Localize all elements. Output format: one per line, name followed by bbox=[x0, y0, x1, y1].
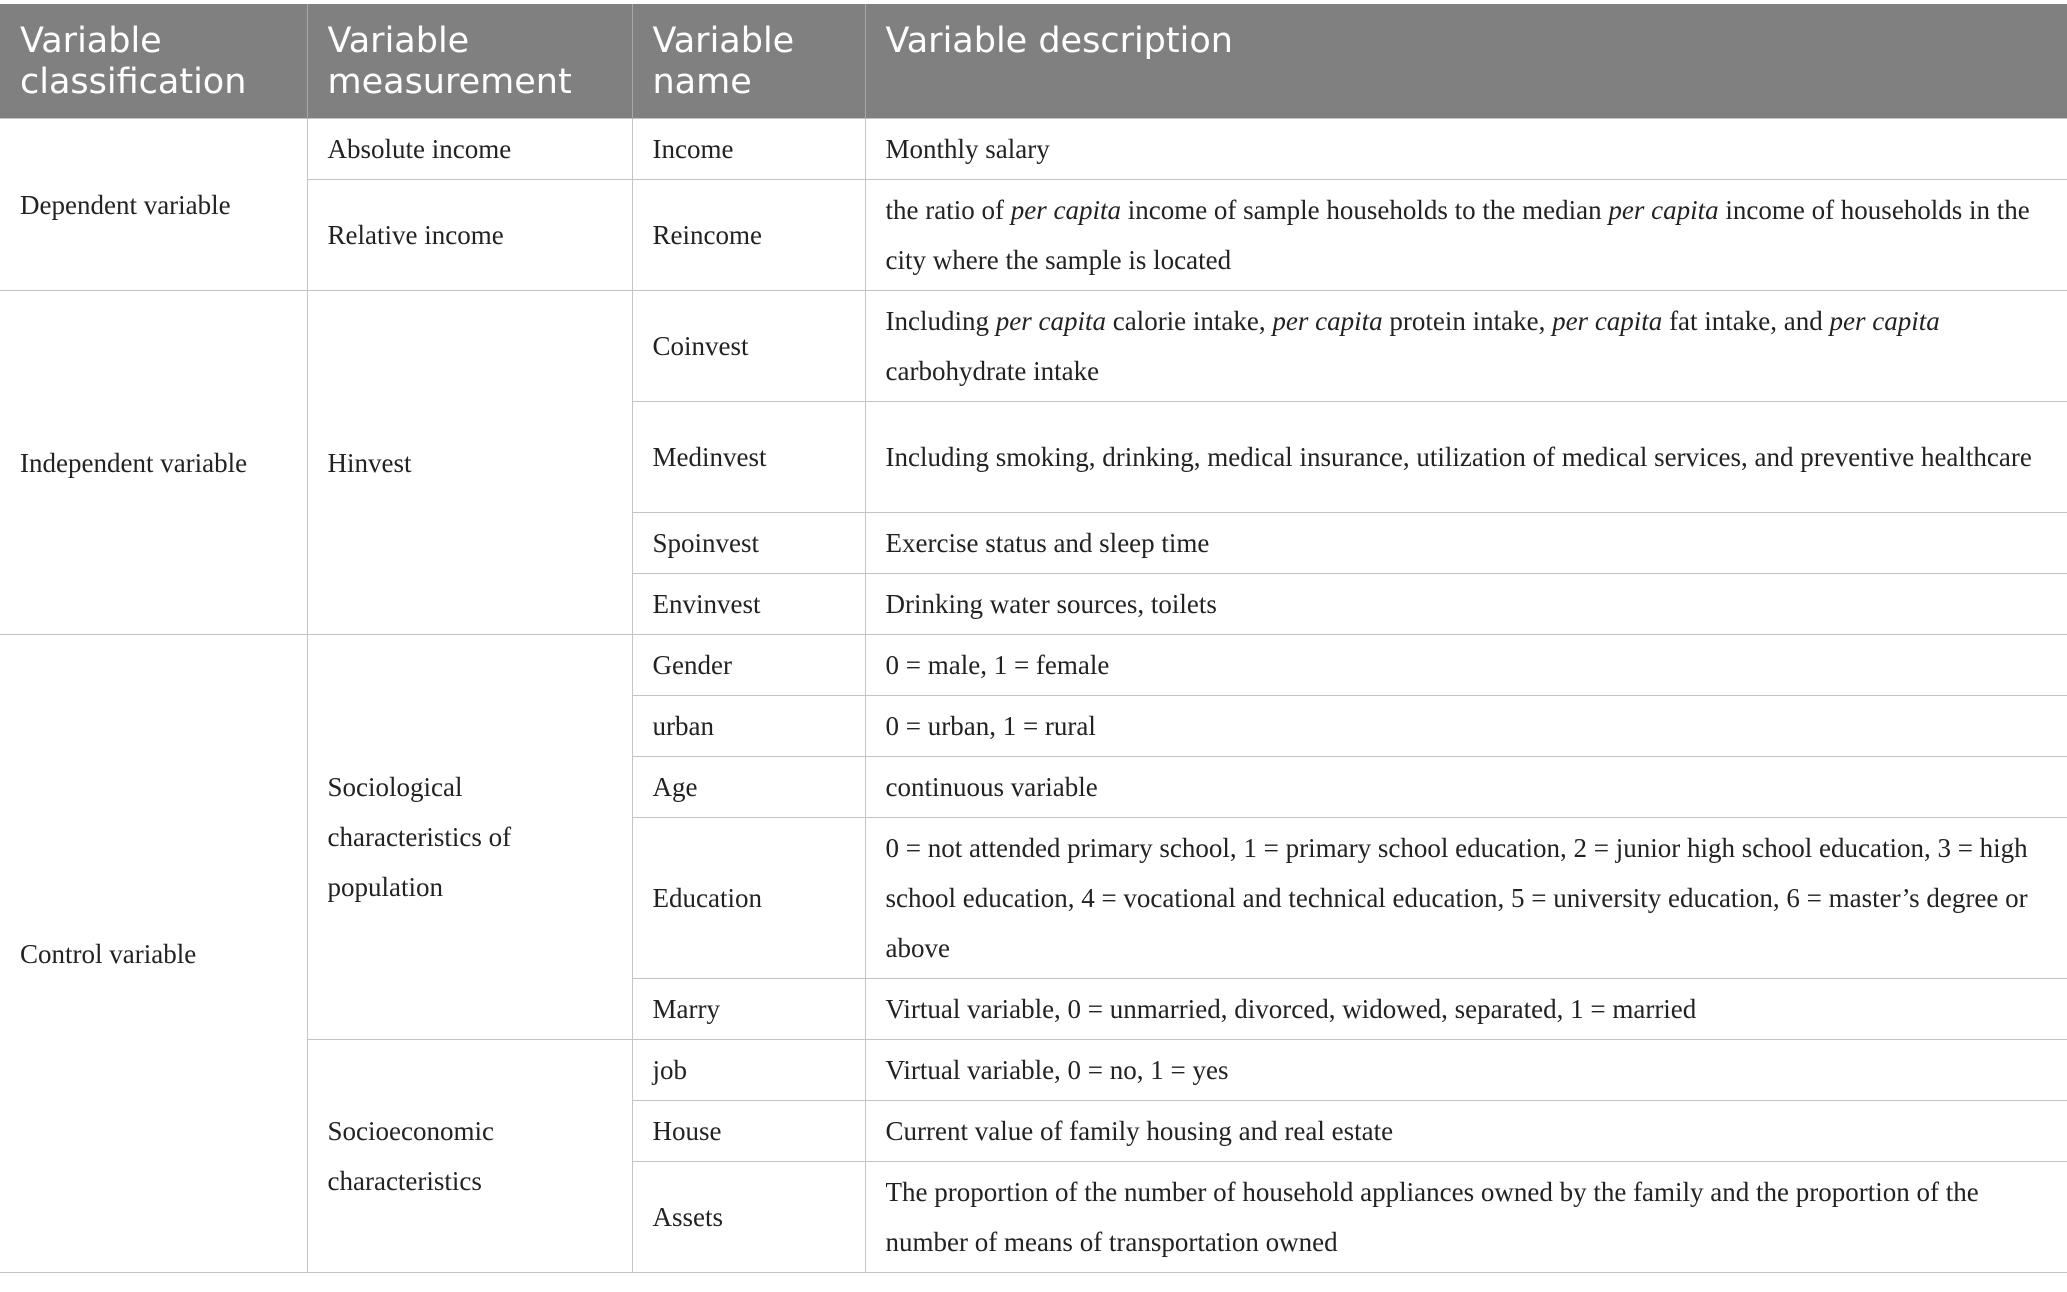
description-cell: Monthly salary bbox=[865, 119, 2067, 180]
description-cell: Current value of family housing and real estate bbox=[865, 1101, 2067, 1162]
measurement-cell: Relative income bbox=[307, 180, 632, 291]
measurement-cell: Sociological characteristics of population bbox=[307, 635, 632, 1040]
description-cell: 0 = male, 1 = female bbox=[865, 635, 2067, 696]
header-measurement: Variable measurement bbox=[307, 4, 632, 119]
variable-name-cell: Reincome bbox=[632, 180, 865, 291]
classification-cell: Control variable bbox=[0, 635, 307, 1273]
variable-name-cell: urban bbox=[632, 696, 865, 757]
variable-name-cell: Envinvest bbox=[632, 574, 865, 635]
measurement-cell: Absolute income bbox=[307, 119, 632, 180]
table-row bbox=[0, 1040, 2067, 1101]
description-cell: Drinking water sources, toilets bbox=[865, 574, 2067, 635]
variable-name-cell: Coinvest bbox=[632, 291, 865, 402]
table-row bbox=[0, 119, 2067, 180]
table-row bbox=[0, 635, 2067, 696]
table-row bbox=[0, 291, 2067, 402]
header-description: Variable description bbox=[865, 4, 2067, 119]
table-row bbox=[0, 180, 2067, 291]
classification-cell: Independent variable bbox=[0, 291, 307, 635]
variable-name-cell: Income bbox=[632, 119, 865, 180]
description-cell: Including smoking, drinking, medical insurance, utilization of medical services, and preventive healthcare bbox=[865, 402, 2067, 513]
variable-name-cell: Medinvest bbox=[632, 402, 865, 513]
variable-name-cell: Age bbox=[632, 757, 865, 818]
variable-name-cell: job bbox=[632, 1040, 865, 1101]
measurement-cell: Socioeconomic characteristics bbox=[307, 1040, 632, 1273]
description-cell: 0 = urban, 1 = rural bbox=[865, 696, 2067, 757]
variable-name-cell: Education bbox=[632, 818, 865, 979]
header-row bbox=[0, 4, 2067, 119]
measurement-cell: Hinvest bbox=[307, 291, 632, 635]
variable-name-cell: House bbox=[632, 1101, 865, 1162]
description-cell: the ratio of per capita income of sample households to the median per capita income of households in the city where the sample is located bbox=[865, 180, 2067, 291]
description-cell: Virtual variable, 0 = no, 1 = yes bbox=[865, 1040, 2067, 1101]
description-cell: Including per capita calorie intake, per capita protein intake, per capita fat intake, and per capita carbohydrate intake bbox=[865, 291, 2067, 402]
description-cell: The proportion of the number of household appliances owned by the family and the proportion of the number of means of transportation owned bbox=[865, 1162, 2067, 1273]
variable-name-cell: Gender bbox=[632, 635, 865, 696]
variable-name-cell: Assets bbox=[632, 1162, 865, 1273]
description-cell: Virtual variable, 0 = unmarried, divorced, widowed, separated, 1 = married bbox=[865, 979, 2067, 1040]
description-cell: Exercise status and sleep time bbox=[865, 513, 2067, 574]
classification-cell: Dependent variable bbox=[0, 119, 307, 291]
description-cell: continuous variable bbox=[865, 757, 2067, 818]
header-name: Variable name bbox=[632, 4, 865, 119]
variable-name-cell: Marry bbox=[632, 979, 865, 1040]
variables-table bbox=[0, 4, 2067, 1273]
header-classification: Variable classification bbox=[0, 4, 307, 119]
description-cell: 0 = not attended primary school, 1 = primary school education, 2 = junior high school education, 3 = high school education, 4 = vocational and technical education, 5 = university education, 6 = master’s degree or above bbox=[865, 818, 2067, 979]
variable-name-cell: Spoinvest bbox=[632, 513, 865, 574]
